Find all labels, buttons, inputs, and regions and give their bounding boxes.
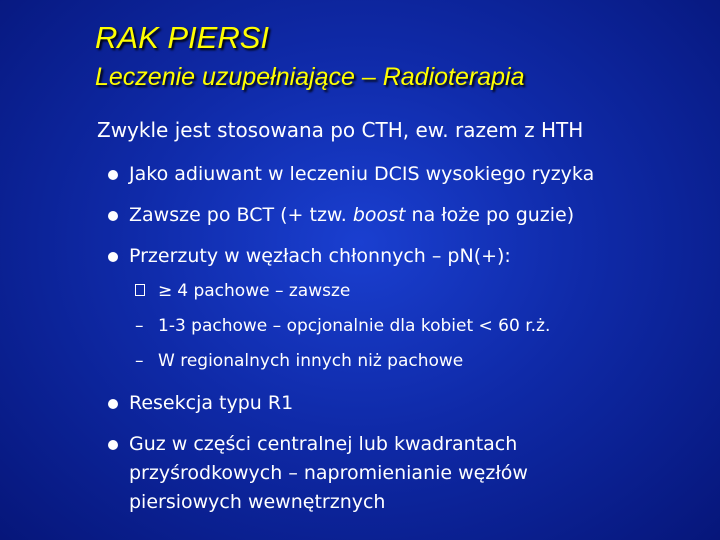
bullet-item [108, 389, 698, 418]
dash-icon: – [135, 316, 144, 336]
slide-title: RAK PIERSI [95, 20, 269, 55]
bullet-item [108, 201, 698, 230]
bullet-dot-icon [108, 170, 118, 180]
bullet-item [108, 160, 698, 189]
sub-bullet-text: 4 pachowe – zawsze [177, 281, 351, 301]
greater-equal-symbol: ≥ [158, 281, 173, 301]
bullet-text: Resekcja typu R1 [129, 392, 294, 414]
sub-bullet-item [108, 314, 698, 338]
bullet-text: Guz w części centralnej lub kwadrantach przyśrodkowych – napromienianie węzłów piersiowych wewnętrznych [129, 433, 528, 513]
bullet-text: Przerzuty w węzłach chłonnych – pN(+): [129, 245, 511, 267]
intro-text: Zwykle jest stosowana po CTH, ew. razem z HTH [97, 118, 584, 142]
bullet-text-end: na łoże po guzie) [405, 204, 575, 226]
missing-glyph-box-icon [135, 284, 145, 296]
sub-bullet-item [108, 279, 698, 303]
bullet-item [108, 242, 698, 271]
bullet-text: Jako adiuwant w leczeniu DCIS wysokiego ryzyka [129, 163, 595, 185]
bullet-text-italic: boost [352, 204, 406, 226]
dash-icon: – [135, 351, 144, 371]
sub-bullet-text: 1-3 pachowe – opcjonalnie dla kobiet < 60 r.ż. [158, 316, 551, 336]
bullet-text-start: Zawsze po BCT (+ tzw. [129, 204, 353, 226]
bullet-dot-icon [108, 252, 118, 262]
bullet-dot-icon [108, 399, 118, 409]
sub-bullet-text: W regionalnych innych niż pachowe [158, 351, 464, 371]
bullet-dot-icon [108, 211, 118, 221]
slide-subtitle: Leczenie uzupełniające – Radioterapia [95, 63, 525, 91]
bullet-item [108, 430, 599, 517]
bullet-dot-icon [108, 440, 118, 450]
sub-bullet-item [108, 349, 698, 373]
bullet-list [108, 160, 698, 517]
